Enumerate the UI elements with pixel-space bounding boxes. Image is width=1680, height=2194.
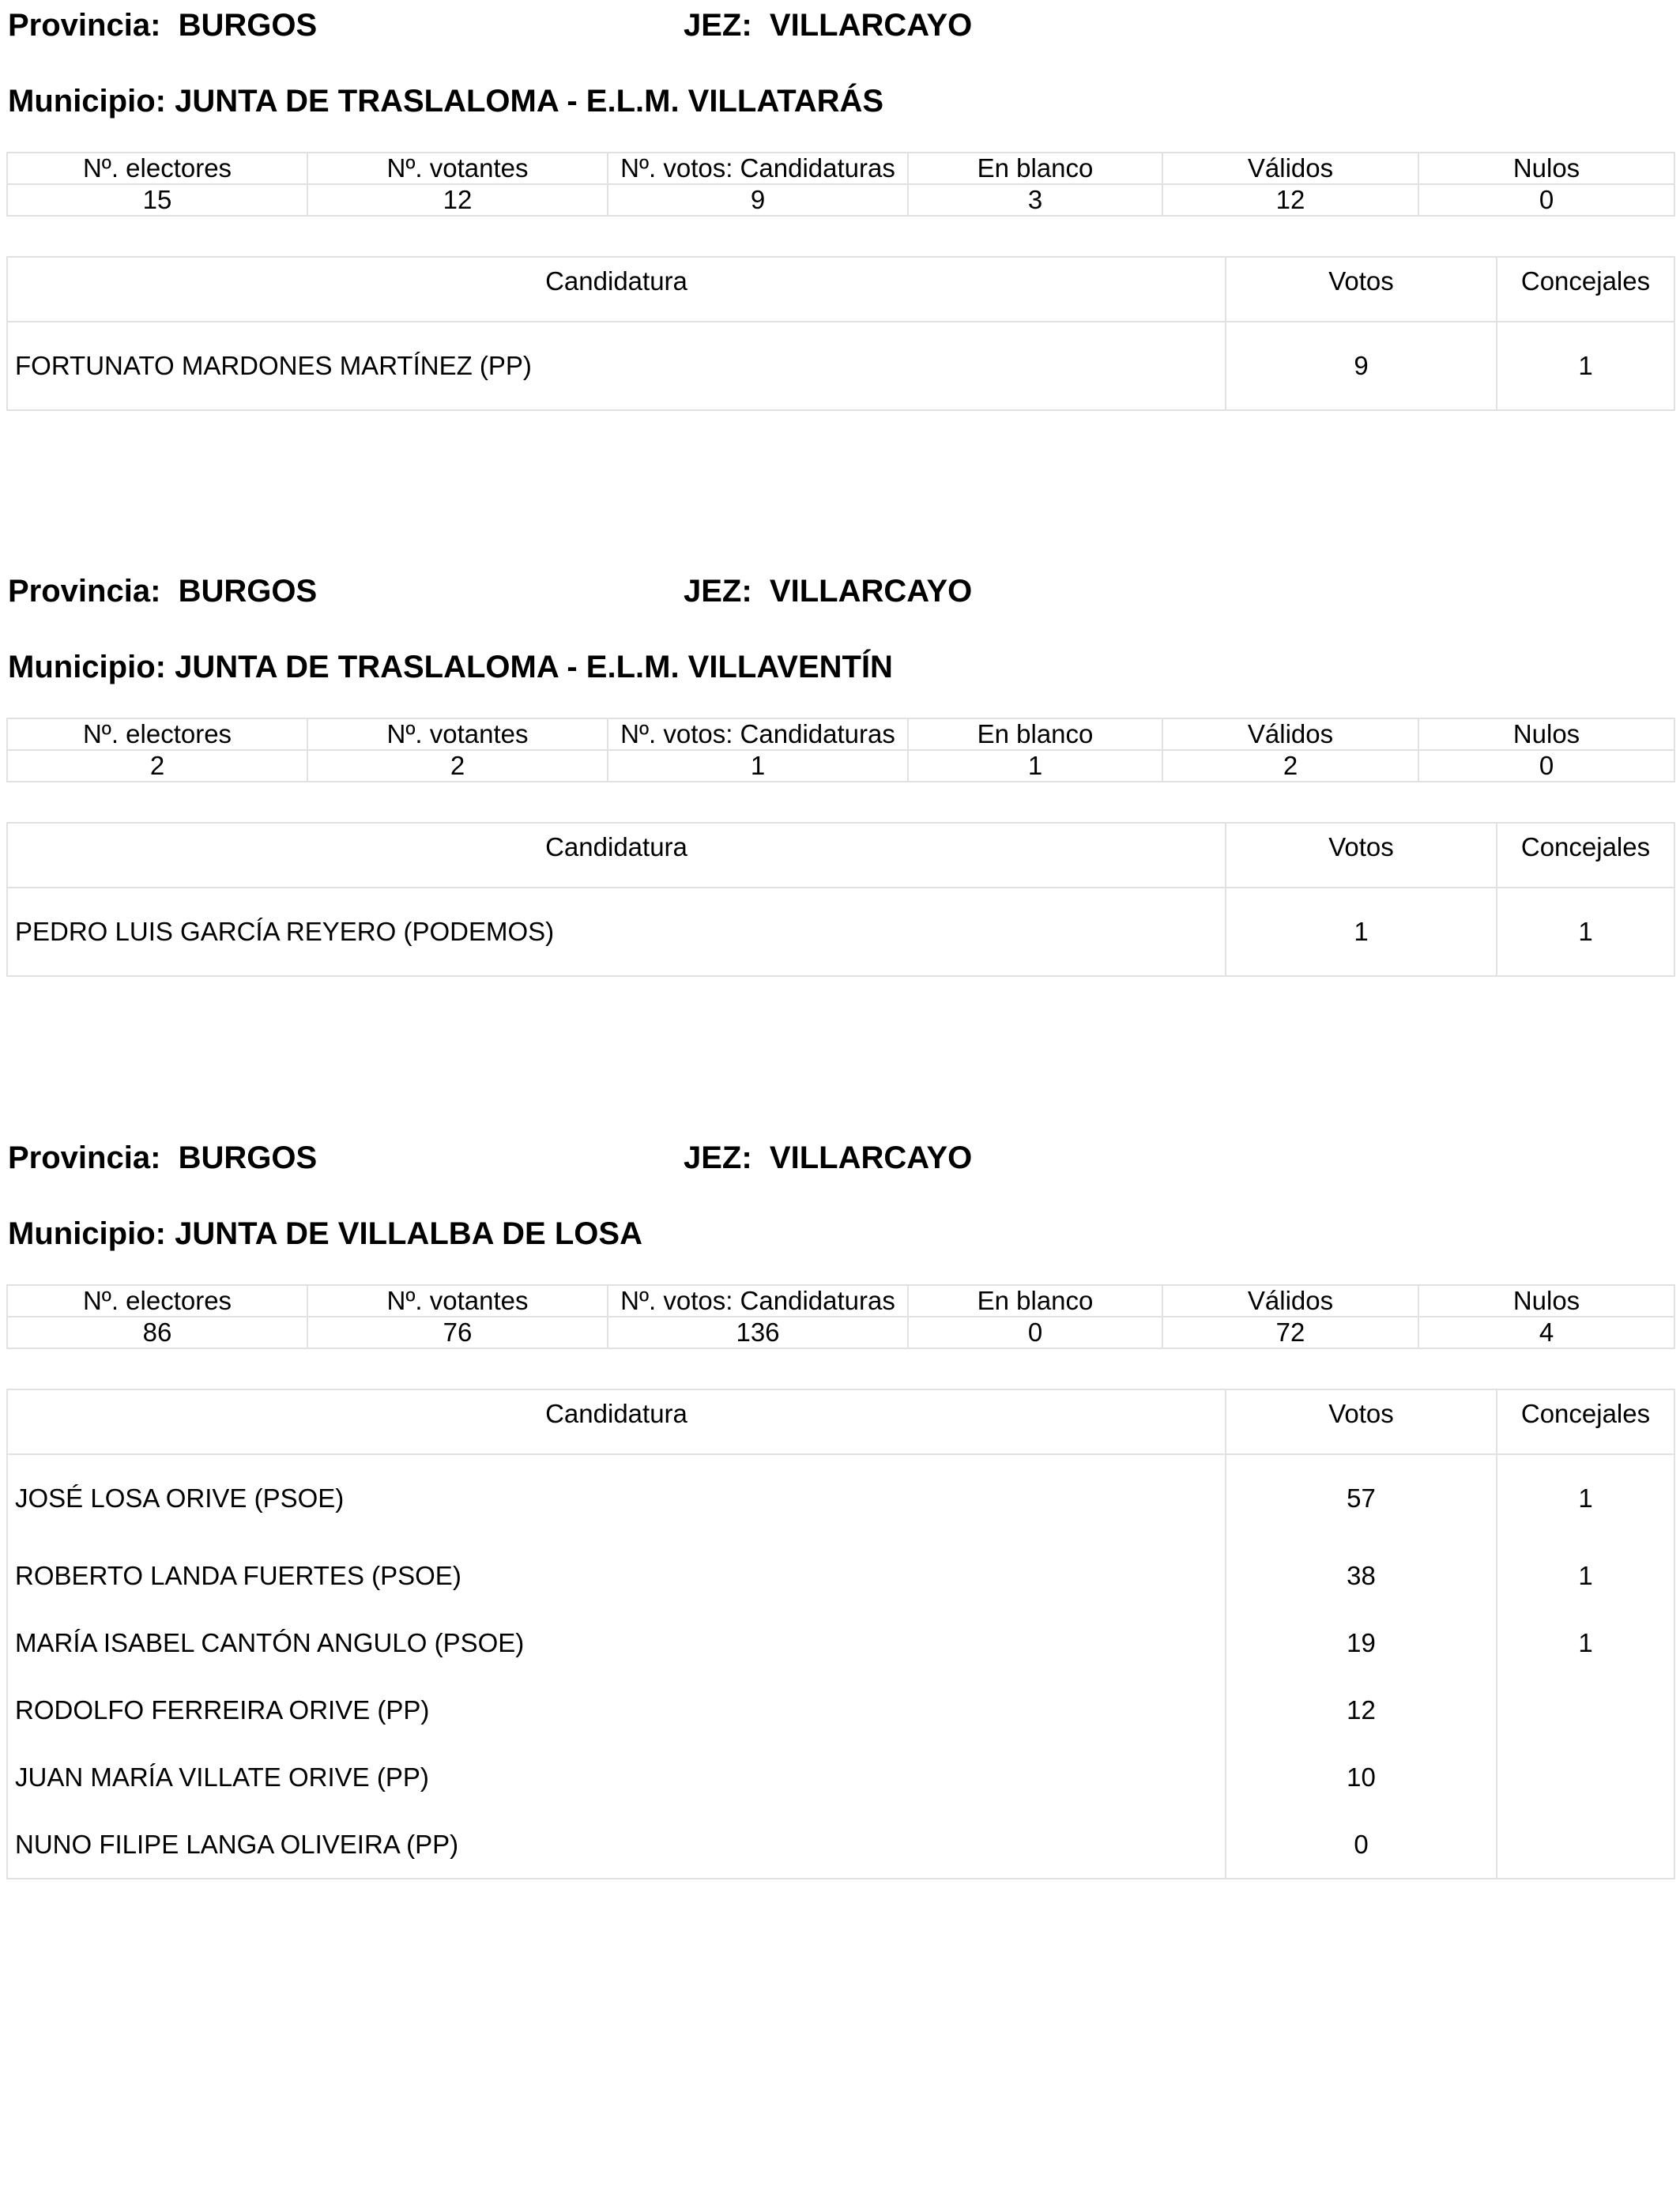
stats-header: En blanco (908, 1285, 1162, 1317)
candidate-name: JOSÉ LOSA ORIVE (PSOE) (7, 1454, 1226, 1542)
stats-value: 86 (7, 1317, 307, 1348)
municipio-label: Municipio: (8, 84, 166, 119)
candidate-votos: 12 (1226, 1676, 1497, 1744)
stats-value: 3 (908, 184, 1162, 216)
concejales-header: Concejales (1497, 823, 1674, 888)
municipio-label: Municipio: (8, 1216, 166, 1251)
municipio-line (8, 1215, 642, 1253)
candidate-name: JUAN MARÍA VILLATE ORIVE (PP) (7, 1744, 1226, 1811)
candidate-concejales: 1 (1497, 1454, 1674, 1542)
stats-header: Nº. votos: Candidaturas (608, 1285, 908, 1317)
stats-value: 2 (7, 750, 307, 782)
stats-value: 0 (908, 1317, 1162, 1348)
stats-header: Válidos (1162, 1285, 1418, 1317)
jez-value: VILLARCAYO (769, 1140, 973, 1175)
stats-header: Nº. electores (7, 718, 307, 750)
stats-header-row (7, 718, 1674, 750)
stats-value: 76 (307, 1317, 608, 1348)
jez-line (684, 1139, 972, 1177)
municipio-line (8, 648, 893, 686)
provincia-value: BURGOS (178, 574, 318, 609)
candidates-header-row (7, 1389, 1674, 1454)
stats-header: Nulos (1418, 1285, 1674, 1317)
stats-value-row (7, 184, 1674, 216)
stats-value: 72 (1162, 1317, 1418, 1348)
stats-value: 2 (307, 750, 608, 782)
candidate-row (7, 1744, 1674, 1811)
candidate-concejales: 1 (1497, 1609, 1674, 1676)
candidate-name: NUNO FILIPE LANGA OLIVEIRA (PP) (7, 1811, 1226, 1879)
candidate-concejales: 1 (1497, 322, 1674, 410)
municipio-value: JUNTA DE VILLALBA DE LOSA (175, 1216, 642, 1251)
stats-header-row (7, 1285, 1674, 1317)
stats-value: 1 (608, 750, 908, 782)
candidate-row (7, 888, 1674, 976)
candidate-votos: 1 (1226, 888, 1497, 976)
provincia-line (8, 1139, 973, 1177)
candidate-votos: 38 (1226, 1542, 1497, 1609)
candidate-votos: 9 (1226, 322, 1497, 410)
stats-header: Válidos (1162, 153, 1418, 184)
stats-header: En blanco (908, 718, 1162, 750)
stats-header: En blanco (908, 153, 1162, 184)
stats-header: Nº. votantes (307, 718, 608, 750)
stats-header: Nulos (1418, 153, 1674, 184)
candidate-row (7, 1542, 1674, 1609)
stats-table (6, 1284, 1675, 1349)
candidate-row (7, 1811, 1674, 1879)
jez-value: VILLARCAYO (769, 8, 973, 43)
candidate-concejales (1497, 1744, 1674, 1811)
jez-value: VILLARCAYO (769, 574, 973, 609)
votos-header: Votos (1226, 257, 1497, 322)
candidate-concejales (1497, 1676, 1674, 1744)
jez-label: JEZ: (684, 1140, 752, 1175)
stats-value: 15 (7, 184, 307, 216)
candidates-header-row (7, 257, 1674, 322)
stats-header: Nº. votantes (307, 153, 608, 184)
jez-label: JEZ: (684, 8, 752, 43)
stats-value: 12 (307, 184, 608, 216)
candidatura-header: Candidatura (7, 1389, 1226, 1454)
candidatura-header: Candidatura (7, 257, 1226, 322)
provincia-value: BURGOS (178, 8, 318, 43)
stats-value: 12 (1162, 184, 1418, 216)
stats-header: Nº. votos: Candidaturas (608, 718, 908, 750)
candidates-header-row (7, 823, 1674, 888)
candidates-table (6, 822, 1675, 977)
stats-table (6, 718, 1675, 782)
municipio-value: JUNTA DE TRASLALOMA - E.L.M. VILLATARÁS (175, 84, 884, 119)
stats-header-row (7, 153, 1674, 184)
stats-header: Nº. electores (7, 153, 307, 184)
candidate-votos: 57 (1226, 1454, 1497, 1542)
candidatura-header: Candidatura (7, 823, 1226, 888)
stats-value-row (7, 750, 1674, 782)
provincia-line (8, 572, 973, 610)
stats-value: 1 (908, 750, 1162, 782)
stats-value-row (7, 1317, 1674, 1348)
jez-line (684, 6, 972, 44)
candidates-table (6, 1389, 1675, 1879)
stats-value: 0 (1418, 184, 1674, 216)
candidate-votos: 10 (1226, 1744, 1497, 1811)
concejales-header: Concejales (1497, 1389, 1674, 1454)
stats-value: 0 (1418, 750, 1674, 782)
municipio-value: JUNTA DE TRASLALOMA - E.L.M. VILLAVENTÍN (175, 650, 893, 684)
candidate-row (7, 1676, 1674, 1744)
candidate-name: PEDRO LUIS GARCÍA REYERO (PODEMOS) (7, 888, 1226, 976)
municipio-label: Municipio: (8, 650, 166, 684)
provincia-line (8, 6, 973, 44)
candidate-name: FORTUNATO MARDONES MARTÍNEZ (PP) (7, 322, 1226, 410)
provincia-value: BURGOS (178, 1140, 318, 1175)
candidate-votos: 19 (1226, 1609, 1497, 1676)
candidate-row (7, 1609, 1674, 1676)
candidate-name: MARÍA ISABEL CANTÓN ANGULO (PSOE) (7, 1609, 1226, 1676)
candidate-concejales: 1 (1497, 1542, 1674, 1609)
candidate-votos: 0 (1226, 1811, 1497, 1879)
municipio-line (8, 82, 883, 120)
candidates-table (6, 256, 1675, 411)
stats-header: Válidos (1162, 718, 1418, 750)
candidate-concejales (1497, 1811, 1674, 1879)
jez-label: JEZ: (684, 574, 752, 609)
candidate-name: ROBERTO LANDA FUERTES (PSOE) (7, 1542, 1226, 1609)
provincia-label: Provincia: (8, 8, 161, 43)
stats-value: 4 (1418, 1317, 1674, 1348)
stats-header: Nº. votos: Candidaturas (608, 153, 908, 184)
stats-value: 2 (1162, 750, 1418, 782)
candidate-row (7, 1454, 1674, 1542)
stats-value: 9 (608, 184, 908, 216)
candidate-concejales: 1 (1497, 888, 1674, 976)
provincia-label: Provincia: (8, 1140, 161, 1175)
stats-value: 136 (608, 1317, 908, 1348)
votos-header: Votos (1226, 823, 1497, 888)
stats-header: Nº. votantes (307, 1285, 608, 1317)
concejales-header: Concejales (1497, 257, 1674, 322)
jez-line (684, 572, 972, 610)
provincia-label: Provincia: (8, 574, 161, 609)
candidate-name: RODOLFO FERREIRA ORIVE (PP) (7, 1676, 1226, 1744)
stats-table (6, 152, 1675, 217)
stats-header: Nulos (1418, 718, 1674, 750)
stats-header: Nº. electores (7, 1285, 307, 1317)
candidate-row (7, 322, 1674, 410)
votos-header: Votos (1226, 1389, 1497, 1454)
